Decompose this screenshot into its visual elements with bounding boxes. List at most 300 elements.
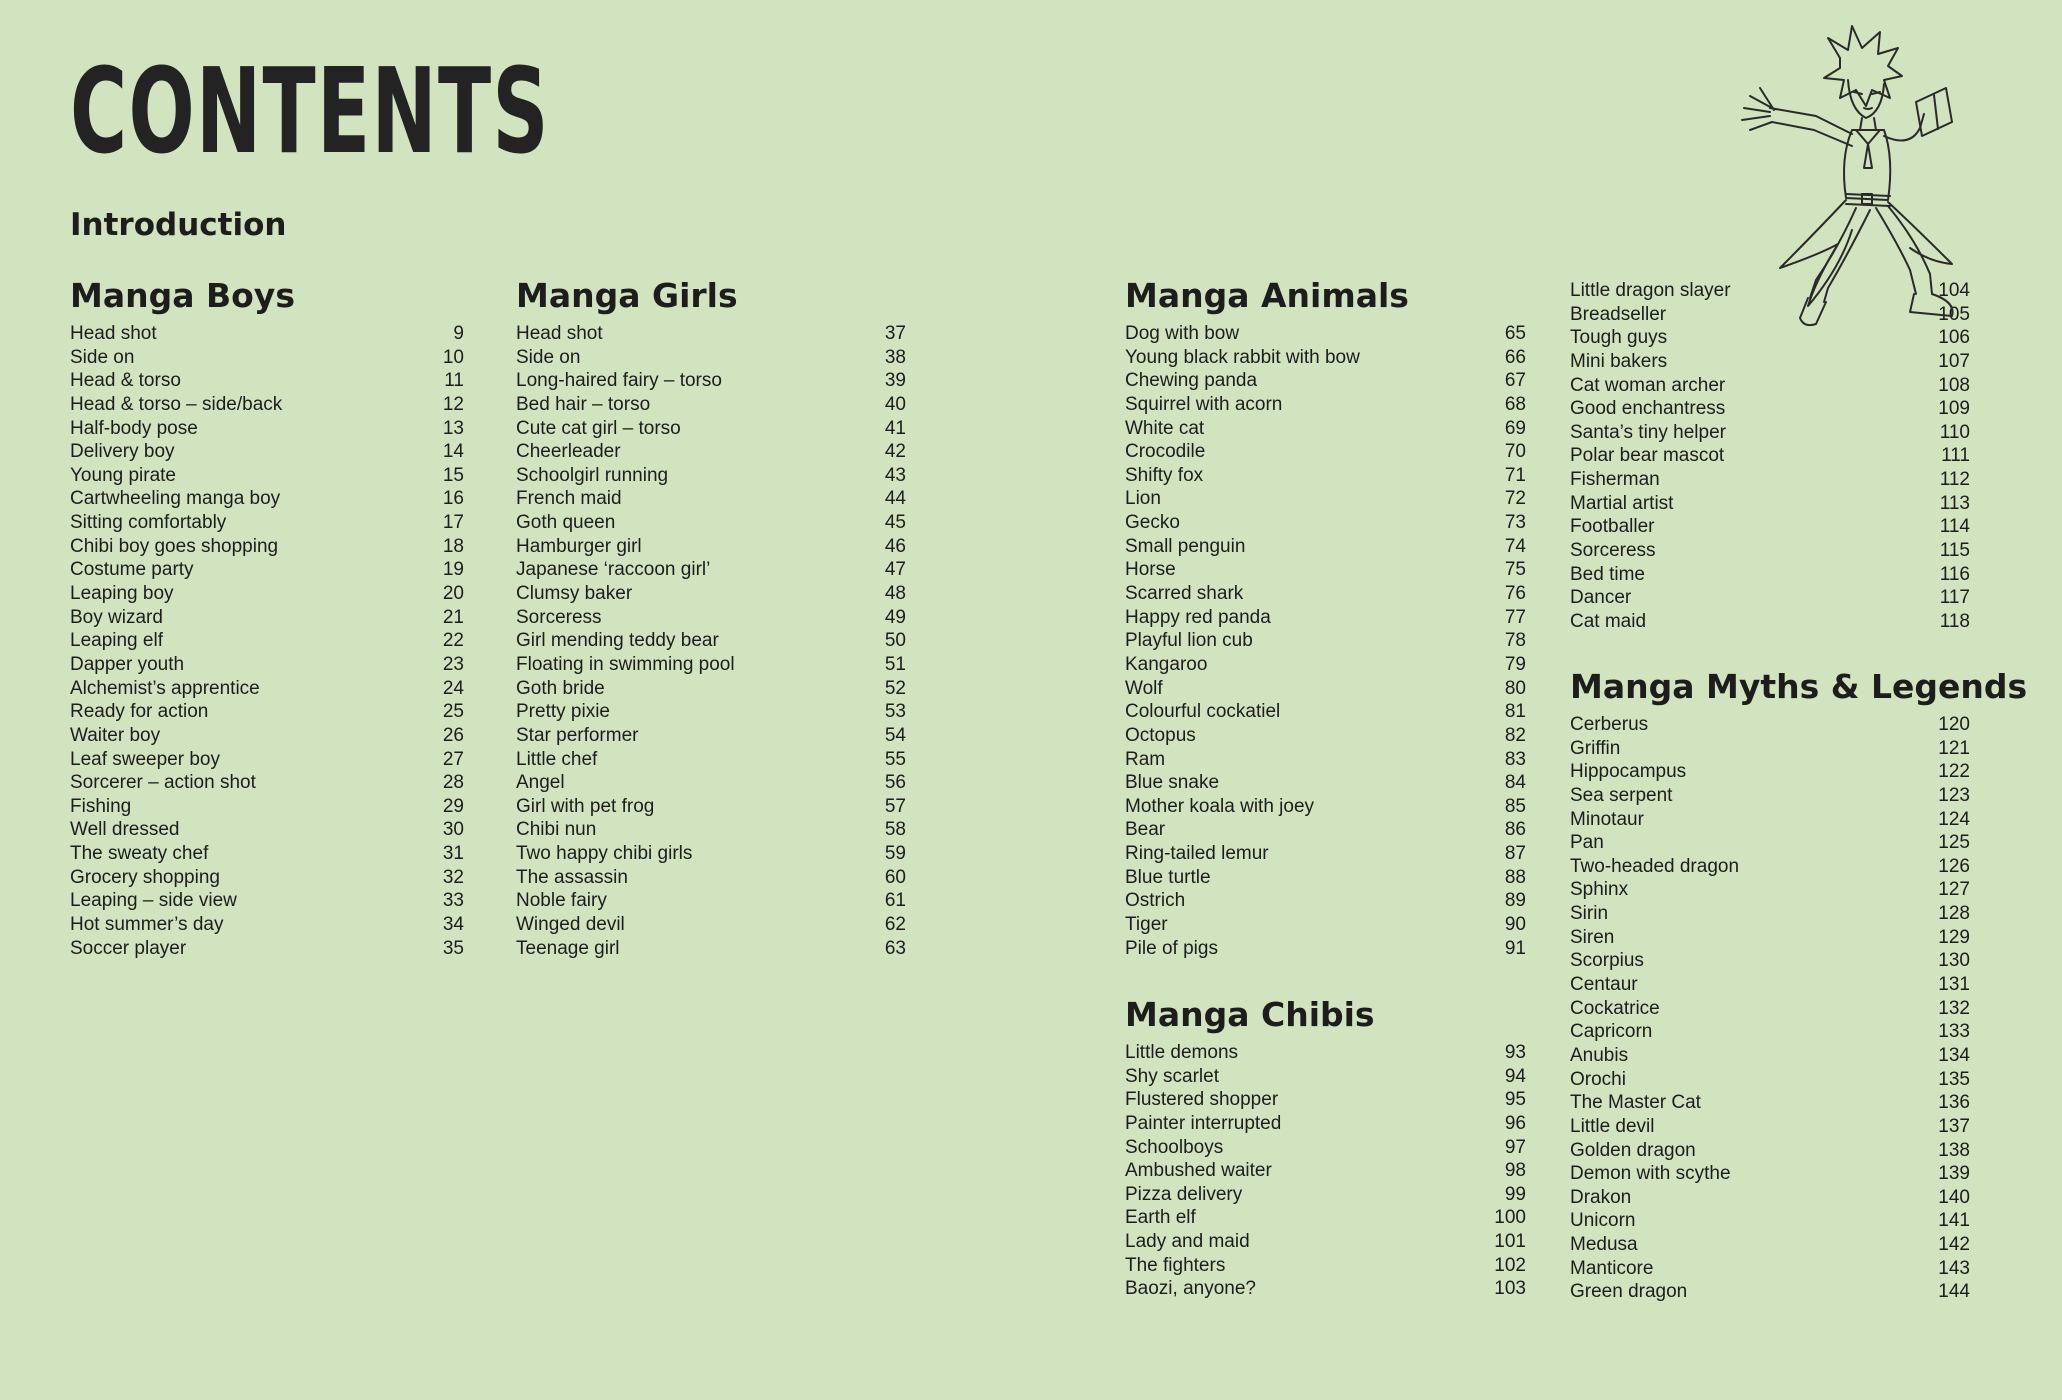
toc-entry-title: Bed time [1570,563,1645,585]
toc-entry-title: Earth elf [1125,1207,1196,1229]
toc-entry-title: Minotaur [1570,808,1644,830]
toc-entry-page: 143 [1938,1257,1970,1279]
toc-entry-title: Little chef [516,748,598,770]
toc-entry [70,582,464,606]
toc-entry-title: Capricorn [1570,1021,1653,1043]
toc-entry-page: 86 [1504,819,1526,841]
toc-entry-title: Cheerleader [516,441,621,463]
toc-entry-page: 29 [442,795,464,817]
toc-entry-title: Sphinx [1570,879,1629,901]
toc-entry-page: 77 [1504,606,1526,628]
toc-entry [516,866,906,890]
toc-entry-title: Head & torso [70,370,181,392]
toc-entry [516,771,906,795]
toc-entry-page: 103 [1494,1278,1526,1300]
toc-entry-page: 52 [884,677,906,699]
toc-entry-title: Half-body pose [70,417,198,439]
toc-entry-page: 69 [1504,417,1526,439]
toc-entry-page: 127 [1938,879,1970,901]
toc-entry-title: Horse [1125,559,1176,581]
toc-entry-page: 14 [442,441,464,463]
toc-entry-page: 130 [1938,950,1970,972]
toc-entry-title: Polar bear mascot [1570,445,1725,467]
section-manga-chibis [1125,993,1526,1301]
toc-entry [1125,1065,1526,1089]
toc-entry-page: 120 [1938,714,1970,735]
toc-entry-title: Fishing [70,795,132,817]
toc-entry-page: 35 [442,937,464,959]
toc-entry-title: Small penguin [1125,535,1246,557]
toc-entry-page: 129 [1938,926,1970,948]
toc-entry-title: Footballer [1570,516,1655,538]
toc-entry-title: Chewing panda [1125,370,1258,392]
toc-entry-title: Star performer [516,724,639,746]
toc-entry [1125,1088,1526,1112]
toc-entry-title: Fisherman [1570,469,1660,491]
toc-entry [1125,369,1526,393]
toc-entry [70,322,464,346]
toc-entry-title: Little devil [1570,1115,1655,1137]
toc-entry [1125,1112,1526,1136]
toc-entry [70,724,464,748]
toc-entry-page: 144 [1938,1281,1970,1303]
toc-entry-page: 57 [884,795,906,817]
toc-entry-page: 50 [884,630,906,652]
toc-entry-page: 63 [884,937,906,959]
toc-entry-title: Grocery shopping [70,866,220,888]
toc-entry [70,535,464,559]
toc-entry-title: Centaur [1570,974,1638,996]
toc-entry-title: Japanese ‘raccoon girl’ [516,559,711,581]
toc-entry-page: 100 [1494,1207,1526,1229]
toc-entry-page: 39 [884,370,906,392]
toc-entry [516,653,906,677]
toc-entry-page: 23 [442,653,464,675]
toc-entry [70,417,464,441]
toc-entry [70,913,464,937]
toc-entry-page: 110 [1939,421,1970,443]
toc-entry-page: 133 [1938,1021,1970,1043]
toc-entry [516,535,906,559]
toc-entry-page: 33 [442,890,464,912]
toc-entry-title: Well dressed [70,819,180,841]
toc-entry [1125,653,1526,677]
toc-entry [1125,1136,1526,1160]
toc-entry-page: 124 [1938,808,1970,830]
toc-entry [1125,866,1526,890]
toc-entry [516,346,906,370]
toc-entry [1570,784,1970,808]
toc-entry-title: Crocodile [1125,441,1206,463]
toc-entry-title: Gecko [1125,512,1180,534]
toc-entry-page: 134 [1938,1044,1970,1066]
toc-entry-title: Martial artist [1570,492,1674,514]
toc-entry [1570,1280,1970,1304]
toc-entry-title: Side on [70,346,135,368]
toc-entry-title: Leaping elf [70,630,163,652]
toc-entry [1125,1254,1526,1278]
toc-entry [1125,629,1526,653]
toc-entry [1570,1162,1970,1186]
toc-entry [70,818,464,842]
toc-entry [1125,1206,1526,1230]
toc-entry-page: 108 [1938,374,1970,396]
toc-entry-page: 97 [1504,1136,1526,1158]
toc-entry [516,606,906,630]
toc-entry-title: Dapper youth [70,653,185,675]
toc-entry-title: Costume party [70,559,194,581]
toc-entry [516,937,906,961]
toc-entry-page: 61 [884,890,906,912]
toc-entry-page: 31 [442,843,464,865]
toc-entry-page: 18 [442,535,464,557]
toc-entry-page: 136 [1938,1092,1970,1114]
toc-entry-page: 62 [884,914,906,936]
toc-entry [1125,1159,1526,1183]
toc-entry-title: Golden dragon [1570,1139,1696,1161]
toc-entry [70,346,464,370]
toc-entry-page: 116 [1939,563,1970,585]
toc-entry-title: Ring-tailed lemur [1125,843,1269,865]
toc-entry-page: 117 [1939,587,1970,609]
toc-entry [1570,492,1970,516]
toc-entry-title: Lion [1125,488,1161,510]
toc-entry-page: 60 [884,866,906,888]
toc-entry-title: Sorceress [1570,540,1656,562]
toc-entry [1125,842,1526,866]
toc-entry-title: Schoolgirl running [516,464,669,486]
toc-entry-page: 101 [1494,1231,1526,1253]
toc-entry-title: Ambushed waiter [1125,1160,1272,1182]
introduction-heading: Introduction [70,207,287,243]
toc-entry [1570,949,1970,973]
toc-entry-title: Leaping boy [70,583,174,605]
toc-entry [1570,997,1970,1021]
toc-entry-title: Pizza delivery [1125,1183,1243,1205]
toc-entry-title: Santa’s tiny helper [1570,421,1726,443]
toc-entry [1570,713,1970,737]
toc-entry-page: 32 [442,866,464,888]
toc-entry-title: Head shot [70,323,157,344]
toc-entry-page: 25 [442,701,464,723]
toc-entry-title: Schoolboys [1125,1136,1224,1158]
toc-entry-page: 67 [1504,370,1526,392]
toc-entry-title: Octopus [1125,724,1196,746]
toc-entry [1570,878,1970,902]
toc-entry [1570,808,1970,832]
toc-entry-page: 10 [442,346,464,368]
toc-entry-title: Waiter boy [70,724,161,746]
toc-entry [70,440,464,464]
toc-entry [1570,926,1970,950]
toc-entry-page: 42 [884,441,906,463]
toc-entry-page: 22 [442,630,464,652]
toc-entry-title: Bed hair – torso [516,393,651,415]
manga-boy-illustration [1720,18,1980,338]
toc-entry [516,417,906,441]
toc-entry-title: Goth bride [516,677,605,699]
toc-entry-page: 89 [1504,890,1526,912]
toc-entry [1125,511,1526,535]
toc-entry-title: Medusa [1570,1234,1638,1256]
toc-entry-page: 118 [1939,610,1970,632]
toc-entry-title: Blue snake [1125,772,1220,794]
toc-entry-title: Sitting comfortably [70,512,227,534]
toc-entry [1570,902,1970,926]
toc-entry [1570,1091,1970,1115]
toc-entry-page: 91 [1504,937,1526,959]
toc-entry [1125,771,1526,795]
toc-entry [516,582,906,606]
toc-entry [1570,397,1970,421]
toc-entry-title: Mother koala with joey [1125,795,1315,817]
toc-entry [1125,322,1526,346]
toc-entry-page: 9 [453,323,464,344]
toc-entry [1125,1041,1526,1065]
toc-entry-title: Two-headed dragon [1570,855,1740,877]
toc-entry-title: Griffin [1570,737,1621,759]
toc-entry [1570,1209,1970,1233]
toc-entry-page: 115 [1939,540,1970,562]
toc-entry-page: 76 [1504,583,1526,605]
toc-entry-page: 139 [1938,1163,1970,1185]
toc-entry-title: Tough guys [1570,327,1668,349]
toc-entry-title: Green dragon [1570,1281,1688,1303]
toc-entry-page: 11 [444,370,464,392]
toc-entry-page: 44 [884,488,906,510]
toc-entry-page: 12 [442,393,464,415]
toc-entry-title: Breadseller [1570,303,1667,325]
toc-entry-page: 81 [1504,701,1526,723]
entry-list [1570,713,1970,1304]
toc-entry-title: Angel [516,772,565,794]
toc-entry-title: Scorpius [1570,950,1644,972]
toc-entry [1125,1277,1526,1301]
toc-entry-title: Sorceress [516,606,602,628]
toc-entry-title: Long-haired fairy – torso [516,370,722,392]
toc-entry-page: 122 [1938,761,1970,783]
toc-entry-page: 30 [442,819,464,841]
toc-entry [1570,1068,1970,1092]
toc-entry [70,487,464,511]
toc-entry [1570,350,1970,374]
toc-entry [1570,1020,1970,1044]
toc-entry [1570,1186,1970,1210]
toc-entry-page: 135 [1938,1068,1970,1090]
toc-entry-page: 79 [1504,653,1526,675]
toc-entry-title: Sea serpent [1570,784,1673,806]
toc-entry-title: Chibi boy goes shopping [70,535,279,557]
toc-entry-title: French maid [516,488,622,510]
toc-entry [1125,464,1526,488]
toc-entry [1570,1257,1970,1281]
toc-entry-page: 132 [1938,997,1970,1019]
toc-entry-title: Siren [1570,926,1615,948]
toc-entry [70,866,464,890]
toc-entry [1125,606,1526,630]
toc-entry-title: Shifty fox [1125,464,1204,486]
toc-entry-title: Leaf sweeper boy [70,748,220,770]
toc-entry-title: Hippocampus [1570,761,1687,783]
toc-entry-title: Floating in swimming pool [516,653,735,675]
toc-entry-title: Hamburger girl [516,535,642,557]
toc-entry-page: 13 [442,417,464,439]
toc-entry-title: Cute cat girl – torso [516,417,681,439]
toc-entry-page: 53 [884,701,906,723]
toc-entry [70,558,464,582]
toc-entry-title: Tiger [1125,914,1168,936]
toc-entry-page: 66 [1504,346,1526,368]
toc-entry [1570,973,1970,997]
toc-entry-title: Dancer [1570,587,1632,609]
section-heading: Manga Girls [516,276,738,315]
toc-entry-title: Leaping – side view [70,890,237,912]
toc-entry-page: 16 [442,488,464,510]
toc-entry [1570,563,1970,587]
toc-entry-title: Hot summer’s day [70,914,224,936]
toc-entry-page: 114 [1939,516,1970,538]
toc-entry [1125,440,1526,464]
toc-entry-page: 109 [1938,398,1970,420]
toc-entry [1125,582,1526,606]
toc-entry-page: 82 [1504,724,1526,746]
toc-entry [1125,818,1526,842]
toc-entry [1125,795,1526,819]
toc-entry-title: Girl mending teddy bear [516,630,719,652]
toc-entry-title: The fighters [1125,1254,1226,1276]
toc-entry-page: 112 [1939,469,1970,491]
toc-entry-title: Flustered shopper [1125,1089,1279,1111]
toc-entry-page: 137 [1938,1115,1970,1137]
toc-entry-title: Mini bakers [1570,350,1668,372]
toc-entry [1125,677,1526,701]
toc-entry [70,653,464,677]
toc-entry [70,795,464,819]
toc-entry-page: 20 [442,583,464,605]
toc-entry [516,913,906,937]
toc-entry [1570,610,1970,634]
toc-entry [516,322,906,346]
toc-entry-title: The sweaty chef [70,843,209,865]
toc-entry [1125,1230,1526,1254]
toc-entry [1125,558,1526,582]
toc-entry-page: 45 [884,512,906,534]
toc-entry-page: 27 [442,748,464,770]
toc-entry-page: 102 [1494,1254,1526,1276]
toc-entry-page: 28 [442,772,464,794]
toc-entry [70,842,464,866]
toc-entry-page: 59 [884,843,906,865]
toc-entry-page: 126 [1938,855,1970,877]
toc-entry [1125,417,1526,441]
toc-entry-page: 96 [1504,1112,1526,1134]
toc-entry-title: Head shot [516,323,603,344]
toc-entry-page: 72 [1504,488,1526,510]
toc-entry-page: 24 [442,677,464,699]
toc-entry-title: Noble fairy [516,890,607,912]
toc-entry [1570,737,1970,761]
toc-entry-page: 68 [1504,393,1526,415]
toc-entry-title: Playful lion cub [1125,630,1253,652]
toc-entry-title: Orochi [1570,1068,1626,1090]
toc-entry [1125,535,1526,559]
toc-entry [1570,1139,1970,1163]
toc-entry [1125,1183,1526,1207]
toc-entry-page: 38 [884,346,906,368]
toc-entry [1570,539,1970,563]
toc-entry-title: Soccer player [70,937,187,959]
toc-entry-title: Teenage girl [516,937,620,959]
page-title: CONTENTS [70,42,550,180]
toc-entry-title: Side on [516,346,581,368]
toc-entry-title: Painter interrupted [1125,1112,1282,1134]
toc-entry [516,842,906,866]
toc-entry-title: Manticore [1570,1257,1654,1279]
toc-entry [1570,855,1970,879]
entry-list [1125,1041,1526,1301]
toc-entry-title: White cat [1125,417,1205,439]
toc-entry-page: 37 [884,323,906,344]
toc-entry-page: 141 [1938,1210,1970,1232]
section-heading: Manga Chibis [1125,995,1375,1034]
toc-entry-title: Head & torso – side/back [70,393,283,415]
entry-list [70,322,464,960]
toc-entry-title: The Master Cat [1570,1092,1701,1114]
toc-entry-title: Scarred shark [1125,583,1244,605]
toc-entry [70,937,464,961]
toc-entry-page: 87 [1504,843,1526,865]
toc-entry-page: 104 [1938,280,1970,301]
toc-entry-page: 55 [884,748,906,770]
toc-entry-page: 125 [1938,832,1970,854]
toc-entry-page: 99 [1504,1183,1526,1205]
toc-entry [516,724,906,748]
toc-entry-title: Girl with pet frog [516,795,655,817]
toc-entry-page: 40 [884,393,906,415]
toc-entry [1570,586,1970,610]
toc-entry [70,629,464,653]
toc-entry [516,748,906,772]
toc-entry-page: 98 [1504,1160,1526,1182]
toc-entry [1570,1044,1970,1068]
toc-entry-page: 71 [1504,464,1526,486]
toc-entry-page: 107 [1938,350,1970,372]
toc-entry-title: Young pirate [70,464,177,486]
toc-entry [1125,393,1526,417]
toc-entry-title: Delivery boy [70,441,175,463]
toc-entry-page: 128 [1938,903,1970,925]
toc-entry [1125,346,1526,370]
toc-entry [516,700,906,724]
toc-entry [70,771,464,795]
toc-entry-page: 105 [1938,303,1970,325]
toc-entry [70,748,464,772]
toc-entry-page: 47 [884,559,906,581]
toc-entry-title: Sirin [1570,903,1609,925]
toc-entry-page: 26 [442,724,464,746]
toc-entry-title: Drakon [1570,1186,1632,1208]
toc-entry-page: 41 [884,417,906,439]
toc-entry-title: Little demons [1125,1042,1239,1063]
toc-entry-page: 19 [442,559,464,581]
toc-entry-page: 83 [1504,748,1526,770]
toc-entry-page: 80 [1504,677,1526,699]
toc-entry-page: 140 [1938,1186,1970,1208]
toc-entry-page: 48 [884,583,906,605]
toc-entry [1570,515,1970,539]
toc-entry [516,464,906,488]
toc-entry-title: Lady and maid [1125,1231,1250,1253]
